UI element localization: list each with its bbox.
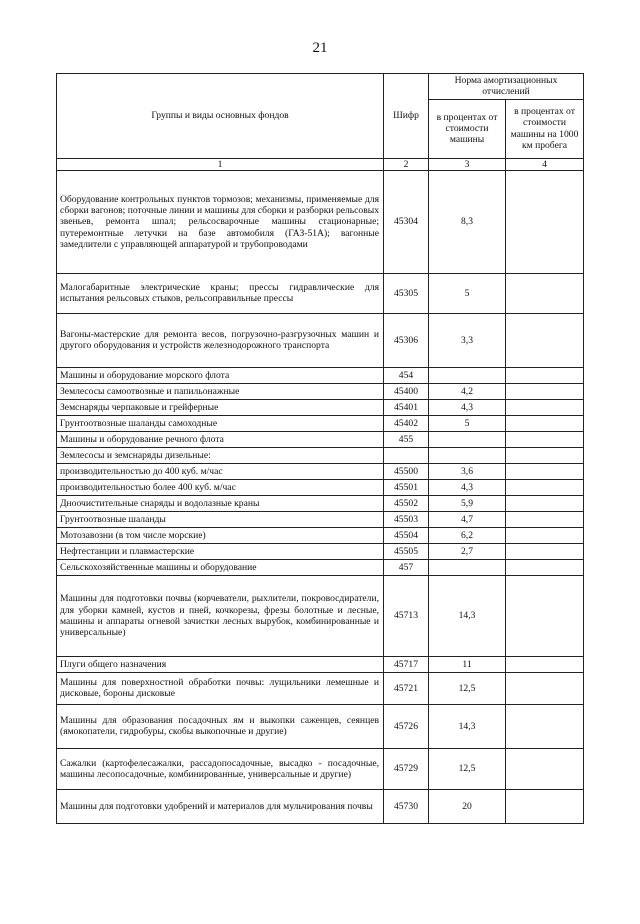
row-name: Нефтестанции и плавмастерские bbox=[57, 543, 384, 559]
table-row bbox=[57, 479, 584, 495]
row-pct-km bbox=[506, 383, 584, 399]
row-pct-cost: 3,3 bbox=[429, 313, 506, 367]
row-name: Машины для поверхностной обработки почвы: лущильники лемешные и дисковые, бороны дисковые bbox=[57, 672, 384, 704]
row-code: 45504 bbox=[384, 527, 429, 543]
row-code: 45401 bbox=[384, 399, 429, 415]
depreciation-table bbox=[56, 73, 584, 824]
column-number: 1 bbox=[57, 158, 384, 170]
row-pct-km bbox=[506, 559, 584, 575]
row-name: Плуги общего назначения bbox=[57, 656, 384, 672]
table-row bbox=[57, 656, 584, 672]
row-name: Грунтоотвозные шаланды bbox=[57, 511, 384, 527]
row-name: Вагоны-мастерские для ремонта весов, погрузочно-разгрузочных машин и другого оборудования и устройств железнодорожного транспорта bbox=[57, 313, 384, 367]
table-row bbox=[57, 383, 584, 399]
table-row bbox=[57, 559, 584, 575]
row-pct-cost: 14,3 bbox=[429, 575, 506, 656]
row-code: 45502 bbox=[384, 495, 429, 511]
row-pct-cost: 4,7 bbox=[429, 511, 506, 527]
row-name: Малогабаритные электрические краны; прессы гидравлические для испытания рельсовых стыков, рельсоправильные прессы bbox=[57, 273, 384, 313]
row-pct-km bbox=[506, 789, 584, 823]
table-row bbox=[57, 672, 584, 704]
row-name: Землесосы самоотвозные и папильонажные bbox=[57, 383, 384, 399]
row-pct-km bbox=[506, 479, 584, 495]
row-pct-km bbox=[506, 511, 584, 527]
table-row bbox=[57, 447, 584, 463]
column-number: 2 bbox=[384, 158, 429, 170]
row-pct-cost: 12,5 bbox=[429, 672, 506, 704]
row-pct-km bbox=[506, 527, 584, 543]
row-pct-km bbox=[506, 447, 584, 463]
row-code: 45505 bbox=[384, 543, 429, 559]
row-pct-cost: 5 bbox=[429, 415, 506, 431]
header-pct-cost: в процентах от стоимости машины bbox=[429, 99, 506, 158]
row-code: 457 bbox=[384, 559, 429, 575]
row-code: 45713 bbox=[384, 575, 429, 656]
row-pct-cost: 4,3 bbox=[429, 399, 506, 415]
row-pct-cost: 4,3 bbox=[429, 479, 506, 495]
table-row bbox=[57, 748, 584, 789]
row-pct-cost: 2,7 bbox=[429, 543, 506, 559]
table-row bbox=[57, 527, 584, 543]
row-code: 455 bbox=[384, 431, 429, 447]
row-name: производительностью до 400 куб. м/час bbox=[57, 463, 384, 479]
row-pct-cost: 8,3 bbox=[429, 170, 506, 273]
row-pct-cost: 6,2 bbox=[429, 527, 506, 543]
row-pct-km bbox=[506, 415, 584, 431]
row-code bbox=[384, 447, 429, 463]
table-row bbox=[57, 415, 584, 431]
row-pct-cost: 14,3 bbox=[429, 704, 506, 748]
row-name: производительностью более 400 куб. м/час bbox=[57, 479, 384, 495]
row-name: Сажалки (картофелесажалки, рассадопосадочные, высадко - посадочные, машины лесопосадочные, комбинированные, универсальные и другие) bbox=[57, 748, 384, 789]
row-code: 45402 bbox=[384, 415, 429, 431]
row-code: 454 bbox=[384, 367, 429, 383]
row-code: 45500 bbox=[384, 463, 429, 479]
row-pct-cost bbox=[429, 367, 506, 383]
table-row bbox=[57, 511, 584, 527]
row-code: 45306 bbox=[384, 313, 429, 367]
header-groups: Группы и виды основных фондов bbox=[57, 74, 384, 159]
row-pct-km bbox=[506, 748, 584, 789]
row-name: Оборудование контрольных пунктов тормозов; механизмы, применяемые для сборки вагонов; поточные линии и машины для сборки и разборки рельсовых звеньев, ремонта шпал; рельсосварочные машины стационарные; путеремонтные летучки на базе автомобиля (ГАЗ-51А); вагонные замедлители с управляющей аппаратурой и трубопроводами bbox=[57, 170, 384, 273]
row-pct-km bbox=[506, 672, 584, 704]
row-code: 45305 bbox=[384, 273, 429, 313]
table-row bbox=[57, 495, 584, 511]
row-name: Дноочистительные снаряды и водолазные краны bbox=[57, 495, 384, 511]
row-code: 45721 bbox=[384, 672, 429, 704]
header-pct-km: в процентах от стоимости машины на 1000 км пробега bbox=[506, 99, 584, 158]
row-pct-km bbox=[506, 543, 584, 559]
row-name: Земснаряды черпаковые и грейферные bbox=[57, 399, 384, 415]
table-row bbox=[57, 704, 584, 748]
header-norm: Норма амортизационных отчислений bbox=[429, 74, 584, 100]
row-code: 45304 bbox=[384, 170, 429, 273]
row-name: Машины и оборудование морского флота bbox=[57, 367, 384, 383]
row-pct-cost: 11 bbox=[429, 656, 506, 672]
row-code: 45400 bbox=[384, 383, 429, 399]
row-pct-km bbox=[506, 170, 584, 273]
row-pct-km bbox=[506, 575, 584, 656]
table-row bbox=[57, 170, 584, 273]
row-name: Машины и оборудование речного флота bbox=[57, 431, 384, 447]
row-pct-cost: 5,9 bbox=[429, 495, 506, 511]
row-pct-km bbox=[506, 463, 584, 479]
row-pct-km bbox=[506, 313, 584, 367]
row-name: Мотозавозни (в том числе морские) bbox=[57, 527, 384, 543]
table-row bbox=[57, 431, 584, 447]
row-pct-cost: 20 bbox=[429, 789, 506, 823]
row-code: 45729 bbox=[384, 748, 429, 789]
row-pct-km bbox=[506, 704, 584, 748]
row-name: Машины для образования посадочных ям и выкопки саженцев, сеянцев (ямокопатели, гидробуры, скобы выкопочные и другие) bbox=[57, 704, 384, 748]
row-pct-cost bbox=[429, 447, 506, 463]
row-pct-cost: 3,6 bbox=[429, 463, 506, 479]
row-pct-km bbox=[506, 431, 584, 447]
row-code: 45730 bbox=[384, 789, 429, 823]
table-row bbox=[57, 273, 584, 313]
row-pct-cost: 5 bbox=[429, 273, 506, 313]
column-number: 4 bbox=[506, 158, 584, 170]
row-pct-km bbox=[506, 495, 584, 511]
row-pct-km bbox=[506, 367, 584, 383]
row-pct-km bbox=[506, 656, 584, 672]
table-row bbox=[57, 313, 584, 367]
table-row bbox=[57, 575, 584, 656]
page-number: 21 bbox=[312, 40, 328, 56]
table-row bbox=[57, 543, 584, 559]
row-name: Сельскохозяйственные машины и оборудование bbox=[57, 559, 384, 575]
column-number: 3 bbox=[429, 158, 506, 170]
row-pct-cost bbox=[429, 559, 506, 575]
table-row bbox=[57, 789, 584, 823]
row-code: 45717 bbox=[384, 656, 429, 672]
row-name: Грунтоотвозные шаланды самоходные bbox=[57, 415, 384, 431]
row-code: 45501 bbox=[384, 479, 429, 495]
table-row bbox=[57, 399, 584, 415]
row-pct-cost: 12,5 bbox=[429, 748, 506, 789]
header-code: Шифр bbox=[384, 74, 429, 159]
row-pct-km bbox=[506, 273, 584, 313]
table-row bbox=[57, 463, 584, 479]
row-code: 45503 bbox=[384, 511, 429, 527]
row-pct-cost: 4,2 bbox=[429, 383, 506, 399]
row-pct-cost bbox=[429, 431, 506, 447]
table-row bbox=[57, 367, 584, 383]
row-name: Землесосы и земснаряды дизельные: bbox=[57, 447, 384, 463]
row-name: Машины для подготовки почвы (корчеватели, рыхлители, покровосдиратели, для уборки камней, кустов и пней, кочкорезы, фрезы болотные и лесные, машины и аппараты огневой зачистки лесных вырубок, комбинированные и универсальные) bbox=[57, 575, 384, 656]
row-code: 45726 bbox=[384, 704, 429, 748]
row-pct-km bbox=[506, 399, 584, 415]
row-name: Машины для подготовки удобрений и материалов для мульчирования почвы bbox=[57, 789, 384, 823]
